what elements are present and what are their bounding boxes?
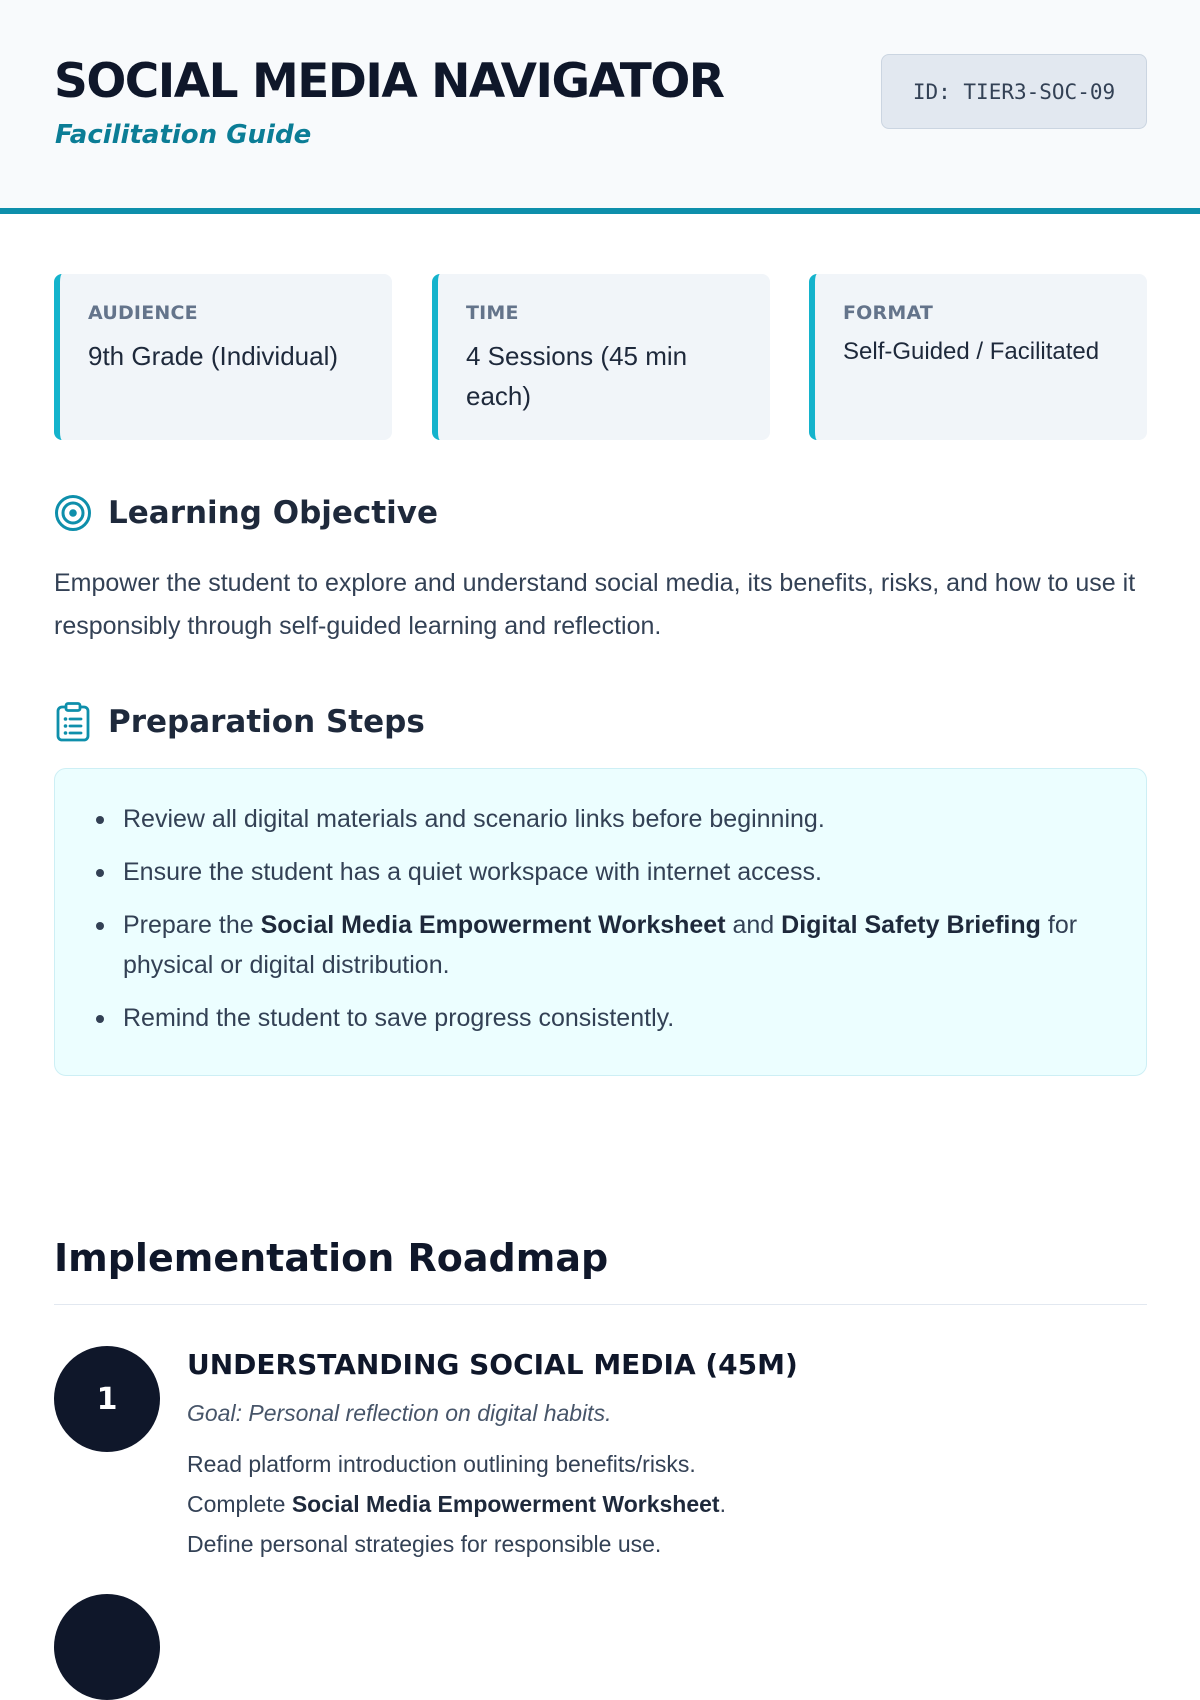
- page-subtitle: Facilitation Guide: [55, 120, 312, 150]
- format-card: [809, 274, 1147, 440]
- audience-value: 9th Grade (Individual): [88, 341, 339, 371]
- time-value: 4 Sessions (45 min each): [466, 341, 688, 411]
- step-details: [187, 1444, 726, 1564]
- step-detail-line: Define personal strategies for responsible use.: [187, 1531, 662, 1557]
- preparation-heading-row: [54, 702, 425, 742]
- list-item: Prepare the Social Media Empowerment Worksheet and Digital Safety Briefing for physical or digital distribution.: [123, 905, 1093, 985]
- page-header: [0, 0, 1200, 214]
- clipboard-list-icon: [54, 702, 92, 742]
- step-goal: Goal: Personal reflection on digital habits.: [187, 1400, 612, 1426]
- format-value: Self-Guided / Facilitated: [843, 338, 1100, 365]
- list-item: Review all digital materials and scenario links before beginning.: [123, 799, 1093, 839]
- format-label: FORMAT: [843, 302, 934, 324]
- target-icon: [54, 494, 92, 532]
- page-title: SOCIAL MEDIA NAVIGATOR: [54, 54, 724, 109]
- step-detail-line: Complete Social Media Empowerment Worksheet.: [187, 1491, 726, 1517]
- next-step-badge: [54, 1594, 160, 1700]
- list-item: Ensure the student has a quiet workspace with internet access.: [123, 852, 1093, 892]
- worksheet-name: Social Media Empowerment Worksheet: [291, 1491, 720, 1517]
- objective-heading-row: [54, 494, 438, 532]
- objective-text: Empower the student to explore and understand social media, its benefits, risks, and how to use it responsibly through self-guided learning and reflection.: [54, 569, 1136, 640]
- preparation-list: [123, 799, 1093, 1051]
- roadmap-divider: [54, 1304, 1147, 1305]
- roadmap-heading: Implementation Roadmap: [54, 1236, 609, 1280]
- briefing-name: Digital Safety Briefing: [781, 911, 1041, 939]
- time-card: [432, 274, 770, 440]
- objective-heading: Learning Objective: [108, 495, 438, 531]
- step-title: UNDERSTANDING SOCIAL MEDIA (45M): [187, 1348, 798, 1381]
- worksheet-name: Social Media Empowerment Worksheet: [260, 911, 726, 939]
- time-label: TIME: [466, 302, 519, 324]
- id-badge: ID: TIER3-SOC-09: [881, 54, 1147, 129]
- preparation-heading: Preparation Steps: [108, 704, 425, 740]
- preparation-box: [54, 768, 1147, 1076]
- audience-card: [54, 274, 392, 440]
- step-number-badge: 1: [54, 1346, 160, 1452]
- step-detail-line: Read platform introduction outlining benefits/risks.: [187, 1451, 696, 1477]
- audience-label: AUDIENCE: [88, 302, 198, 324]
- list-item: Remind the student to save progress consistently.: [123, 998, 1093, 1038]
